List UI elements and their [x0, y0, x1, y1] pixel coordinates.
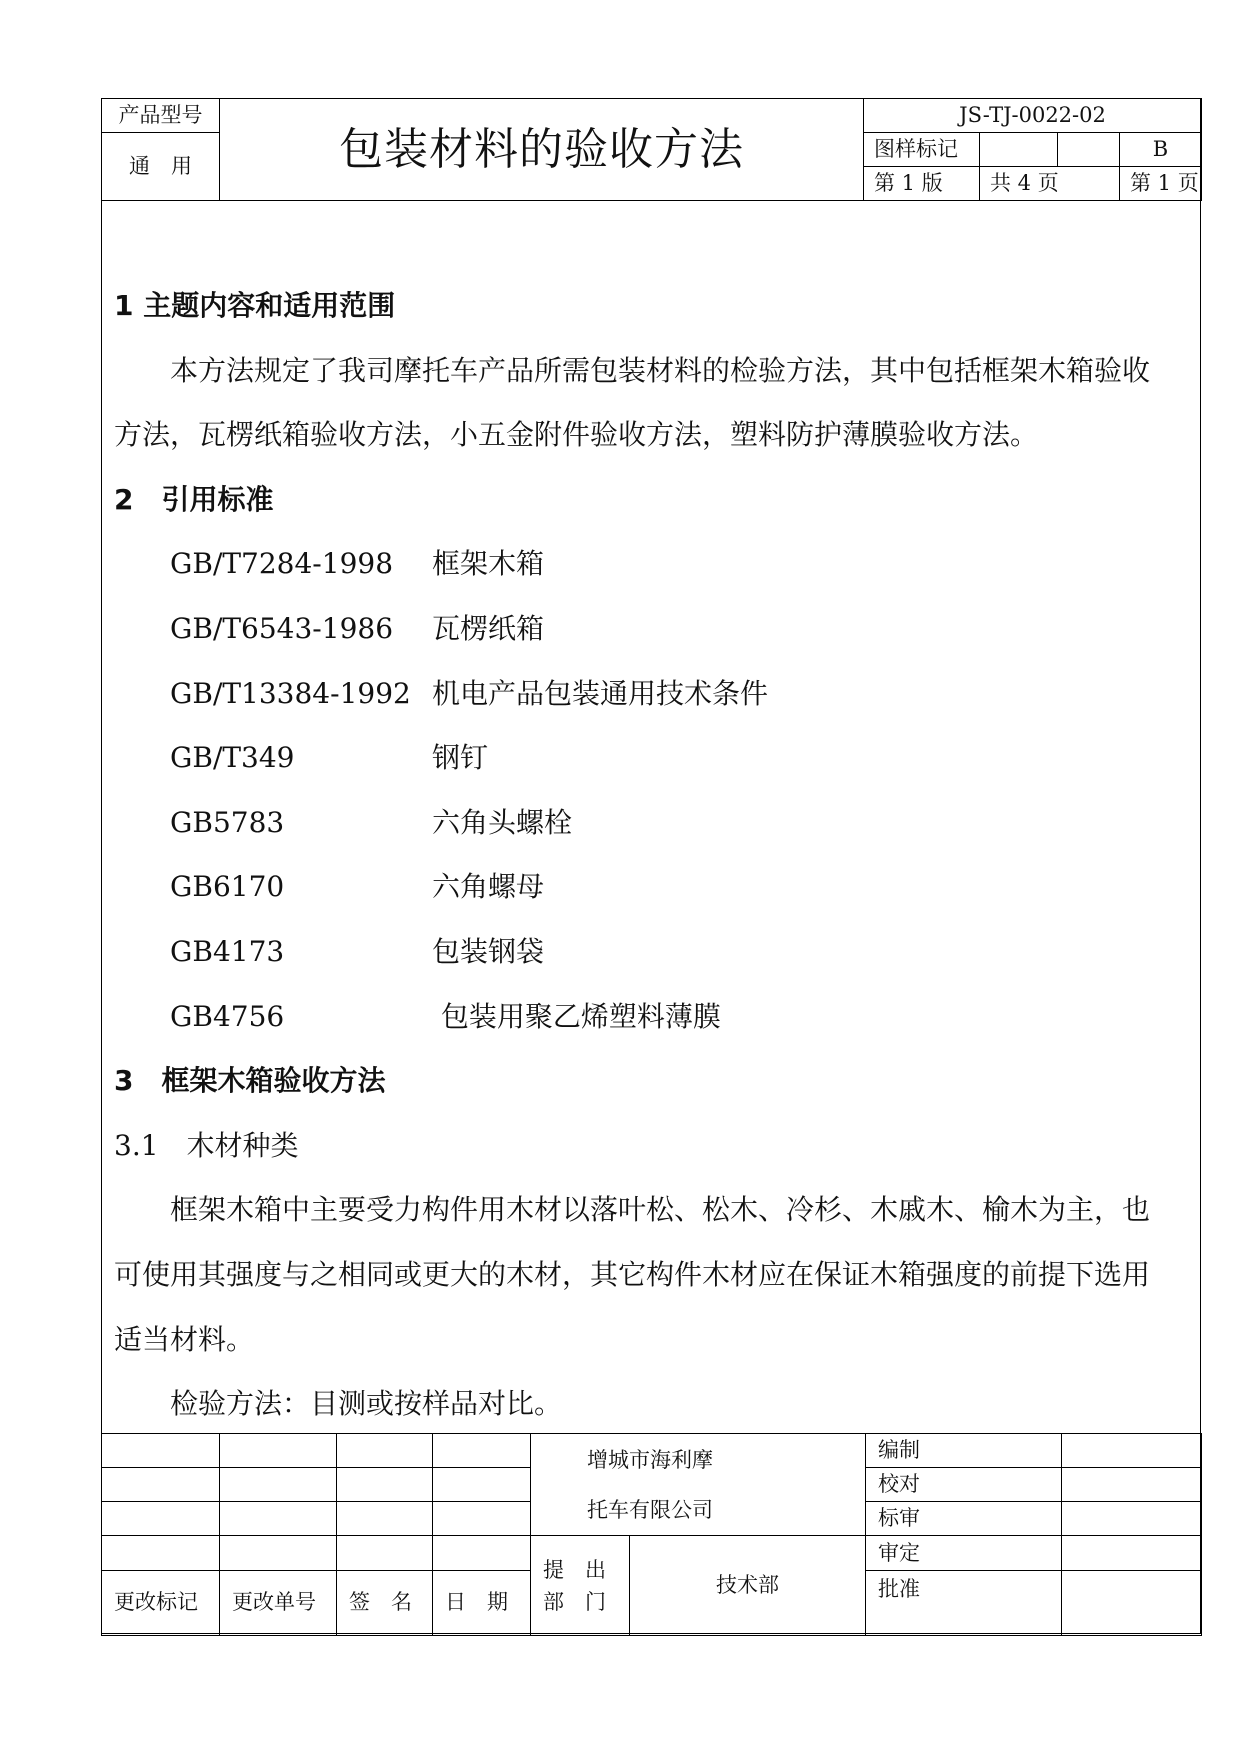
- section-3-1-paragraph-line-1: 框架木箱中主要受力构件用木材以落叶松、松木、冷杉、木戚木、榆木为主，也: [170, 1193, 1151, 1227]
- change-blank: [337, 1434, 433, 1468]
- proposer-line-1: 提 出: [543, 1557, 606, 1582]
- section-3-1-paragraph-line-2: 可使用其强度与之相同或更大的木材，其它构件木材应在保证木箱强度的前提下选用: [114, 1257, 1151, 1291]
- standard-code: GB6170: [170, 870, 285, 904]
- change-blank: [102, 1434, 220, 1468]
- drawing-mark-value: B: [1120, 133, 1202, 167]
- total-pages: 共 4 页: [980, 167, 1120, 201]
- standard-name: 瓦楞纸箱: [432, 611, 545, 645]
- section-3-1-heading: 3.1 木材种类: [114, 1128, 299, 1162]
- company-name: [531, 1434, 866, 1536]
- standard-code: GB5783: [170, 805, 285, 839]
- standard-code: GB4173: [170, 934, 285, 968]
- standard-row: [114, 726, 1192, 791]
- standard-review-label: 标审: [866, 1502, 1062, 1536]
- review-blank: [1062, 1536, 1202, 1570]
- edit-blank: [1062, 1434, 1202, 1468]
- change-blank: [102, 1468, 220, 1502]
- section-3-1-paragraph-line-3: 适当材料。: [114, 1322, 255, 1356]
- page-number: 第 1 页: [1120, 167, 1202, 201]
- change-blank: [337, 1536, 433, 1570]
- standard-name: 包装钢袋: [432, 934, 545, 968]
- section-1-paragraph-line-1: 本方法规定了我司摩托车产品所需包装材料的检验方法，其中包括框架木箱验收: [170, 353, 1151, 387]
- change-blank: [433, 1468, 531, 1502]
- document-title: 包装材料的验收方法: [220, 99, 864, 201]
- standard-code: GB/T349: [170, 741, 295, 775]
- inspection-method: 检验方法：目测或按样品对比。: [170, 1387, 563, 1421]
- edition: 第 1 版: [864, 167, 980, 201]
- change-blank: [337, 1502, 433, 1536]
- standard-row: [114, 855, 1192, 920]
- section-1-paragraph-line-2: 方法，瓦楞纸箱验收方法，小五金附件验收方法，塑料防护薄膜验收方法。: [114, 418, 1039, 452]
- company-name-line-1: 增城市海利摩: [587, 1447, 713, 1472]
- drawing-mark-label: 图样标记: [864, 133, 980, 167]
- standard-name: 钢钉: [432, 741, 489, 775]
- change-blank: [102, 1536, 220, 1570]
- standard-code: GB/T7284-1998: [170, 547, 394, 581]
- change-blank: [433, 1536, 531, 1570]
- section-3-heading: 3 框架木箱验收方法: [114, 1064, 386, 1098]
- change-blank: [220, 1468, 337, 1502]
- proposer-label: [531, 1536, 630, 1636]
- document-page: [101, 98, 1201, 1634]
- standard-row: [114, 532, 1192, 597]
- proofread-blank: [1062, 1468, 1202, 1502]
- change-blank: [220, 1434, 337, 1468]
- date-label: 日 期: [433, 1570, 531, 1635]
- change-blank: [337, 1468, 433, 1502]
- approve-blank: [1062, 1570, 1202, 1635]
- standard-code: GB/T13384-1992: [170, 676, 411, 710]
- section-2-heading: 2 引用标准: [114, 482, 274, 516]
- approve-label: 批准: [866, 1570, 1062, 1635]
- header-table: [101, 98, 1202, 201]
- signature-label: 签 名: [337, 1570, 433, 1635]
- standard-row: [114, 791, 1192, 856]
- standard-code: GB4756: [170, 999, 285, 1033]
- change-blank: [433, 1434, 531, 1468]
- edit-label: 编制: [866, 1434, 1062, 1468]
- standard-review-blank: [1062, 1502, 1202, 1536]
- change-number-label: 更改单号: [220, 1570, 337, 1635]
- standard-name: 六角头螺栓: [432, 805, 573, 839]
- change-mark-label: 更改标记: [102, 1570, 220, 1635]
- company-name-line-2: 托车有限公司: [587, 1497, 713, 1522]
- standard-code: GB/T6543-1986: [170, 611, 394, 645]
- standard-name: 框架木箱: [432, 547, 545, 581]
- change-blank: [102, 1502, 220, 1536]
- product-model-label: 产品型号: [102, 99, 220, 133]
- standard-row: [114, 985, 1192, 1050]
- footer-table: [101, 1433, 1202, 1636]
- department-name: 技术部: [630, 1536, 866, 1636]
- proofread-label: 校对: [866, 1468, 1062, 1502]
- standard-row: [114, 662, 1192, 727]
- change-blank: [433, 1502, 531, 1536]
- section-1-heading: 1 主题内容和适用范围: [114, 289, 396, 322]
- drawing-mark-blank-2: [1058, 133, 1120, 167]
- product-model-value: 通 用: [102, 133, 220, 201]
- standard-name: 包装用聚乙烯塑料薄膜: [432, 999, 721, 1033]
- standard-row: [114, 920, 1192, 985]
- review-label: 审定: [866, 1536, 1062, 1570]
- standard-row: [114, 597, 1192, 662]
- drawing-mark-blank-1: [980, 133, 1058, 167]
- standard-name: 六角螺母: [432, 870, 545, 904]
- document-body: [114, 274, 1192, 1437]
- document-number: JS-TJ-0022-02: [864, 99, 1202, 133]
- change-blank: [220, 1502, 337, 1536]
- standard-name: 机电产品包装通用技术条件: [432, 676, 769, 710]
- change-blank: [220, 1536, 337, 1570]
- proposer-line-2: 部 门: [543, 1589, 606, 1614]
